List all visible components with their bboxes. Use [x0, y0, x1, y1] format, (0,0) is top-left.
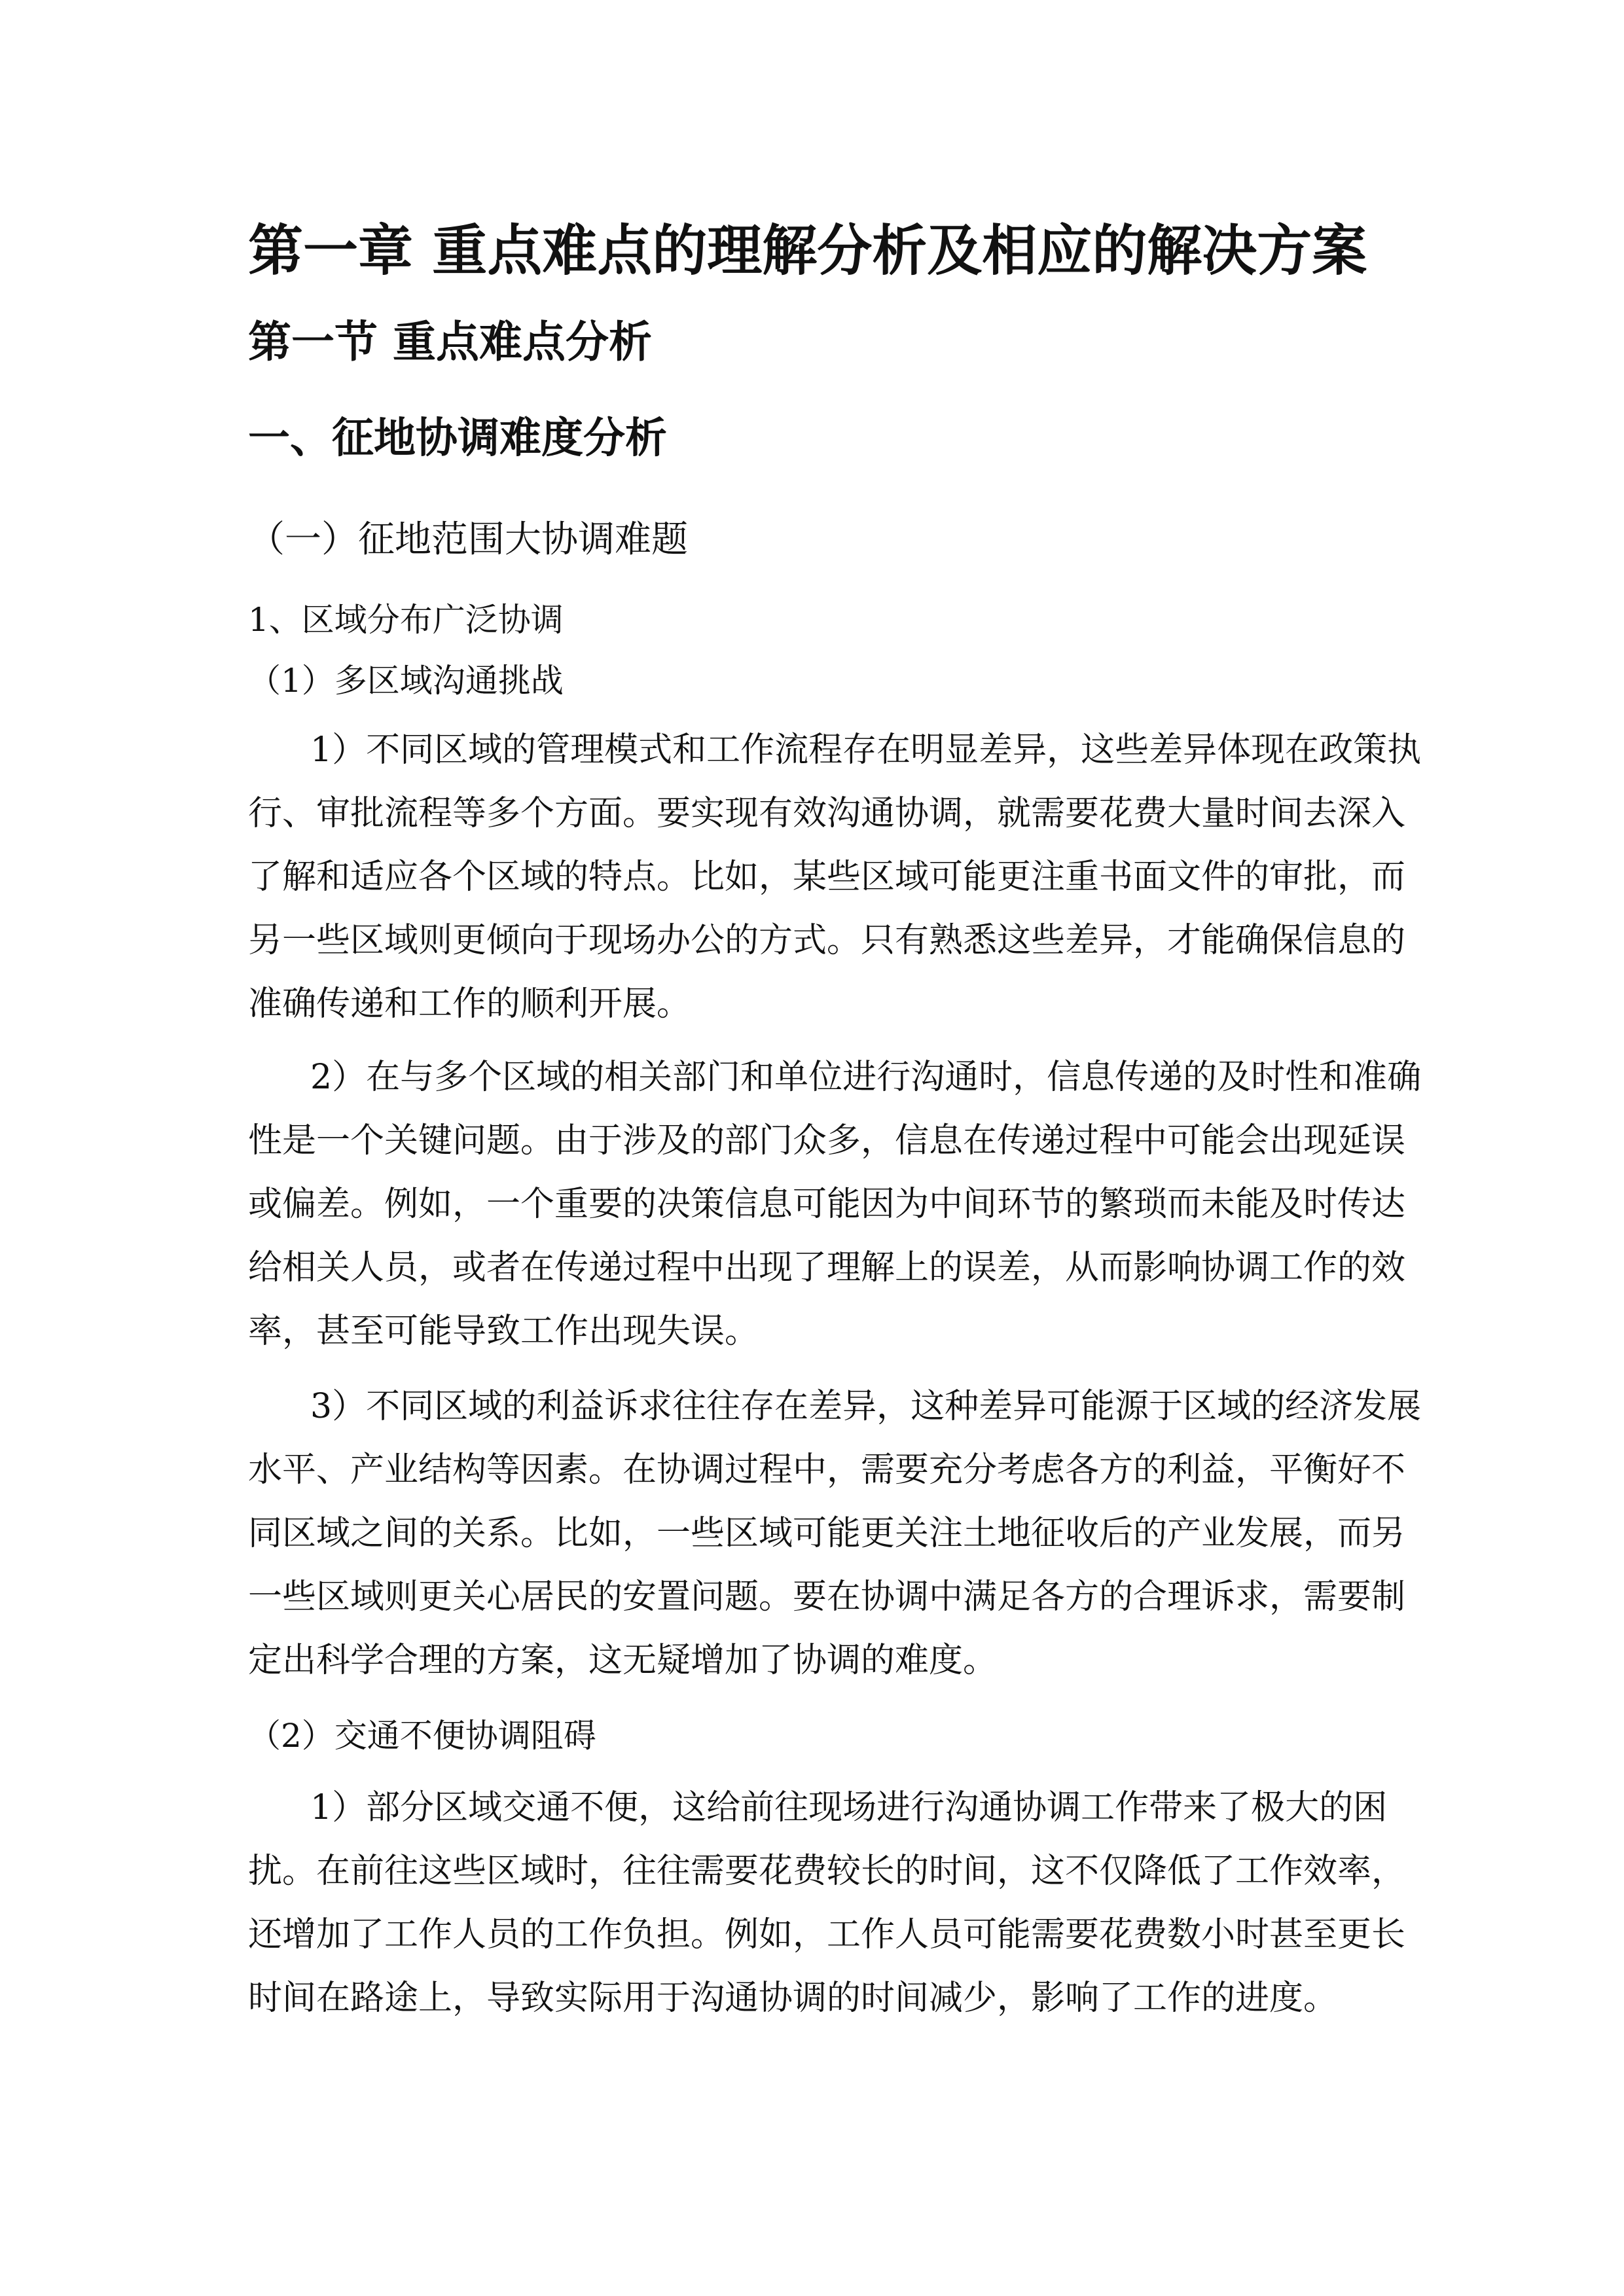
text-line: 水平、产业结构等因素。在协调过程中，需要充分考虑各方的利益，平衡好不	[248, 1450, 1406, 1490]
paragraph	[248, 1375, 1421, 1693]
text-line: 1）部分区域交通不便，这给前往现场进行沟通协调工作带来了极大的困	[310, 1788, 1388, 1827]
text-line: 3）不同区域的利益诉求往往存在差异，这种差异可能源于区域的经济发展	[310, 1387, 1422, 1426]
paragraph	[248, 719, 1421, 1036]
text-line: 2）在与多个区域的相关部门和单位进行沟通时，信息传递的及时性和准确	[310, 1058, 1422, 1097]
item-title: 1、区域分布广泛协调	[248, 601, 564, 639]
chapter-title: 第一章 重点难点的理解分析及相应的解决方案	[248, 219, 1367, 283]
paragraph	[248, 1776, 1405, 2030]
topic-title: （一）征地范围大协调难题	[248, 518, 688, 561]
paragraph	[248, 1046, 1421, 1363]
text-line: 一些区域则更关心居民的安置问题。要在协调中满足各方的合理诉求，需要制	[248, 1577, 1406, 1617]
text-line: 另一些区域则更倾向于现场办公的方式。只有熟悉这些差异，才能确保信息的	[248, 921, 1406, 960]
text-line: 率，甚至可能导致工作出现失误。	[248, 1312, 759, 1351]
text-line: 定出科学合理的方案，这无疑增加了协调的难度。	[248, 1641, 998, 1680]
text-line: 时间在路途上，导致实际用于沟通协调的时间减少，影响了工作的进度。	[248, 1979, 1338, 2018]
text-line: 准确传递和工作的顺利开展。	[248, 984, 691, 1024]
text-line: 或偏差。例如，一个重要的决策信息可能因为中间环节的繁琐而未能及时传达	[248, 1185, 1406, 1224]
text-line: 给相关人员，或者在传递过程中出现了理解上的误差，从而影响协调工作的效	[248, 1248, 1406, 1287]
text-line: 1）不同区域的管理模式和工作流程存在明显差异，这些差异体现在政策执	[310, 730, 1422, 770]
subitem-title: （1）多区域沟通挑战	[248, 662, 564, 700]
subitem-title: （2）交通不便协调阻碍	[248, 1717, 596, 1755]
text-line: 还增加了工作人员的工作负担。例如，工作人员可能需要花费数小时甚至更长	[248, 1915, 1406, 1954]
text-line: 同区域之间的关系。比如，一些区域可能更关注土地征收后的产业发展，而另	[248, 1514, 1406, 1553]
text-line: 扰。在前往这些区域时，往往需要花费较长的时间，这不仅降低了工作效率，	[248, 1852, 1406, 1891]
text-line: 了解和适应各个区域的特点。比如，某些区域可能更注重书面文件的审批，而	[248, 857, 1406, 897]
subsection-title: 一、征地协调难度分析	[248, 414, 667, 463]
text-line: 性是一个关键问题。由于涉及的部门众多，信息在传递过程中可能会出现延误	[248, 1121, 1406, 1160]
text-line: 行、审批流程等多个方面。要实现有效沟通协调，就需要花费大量时间去深入	[248, 794, 1406, 833]
section-title: 第一节 重点难点分析	[248, 317, 652, 367]
